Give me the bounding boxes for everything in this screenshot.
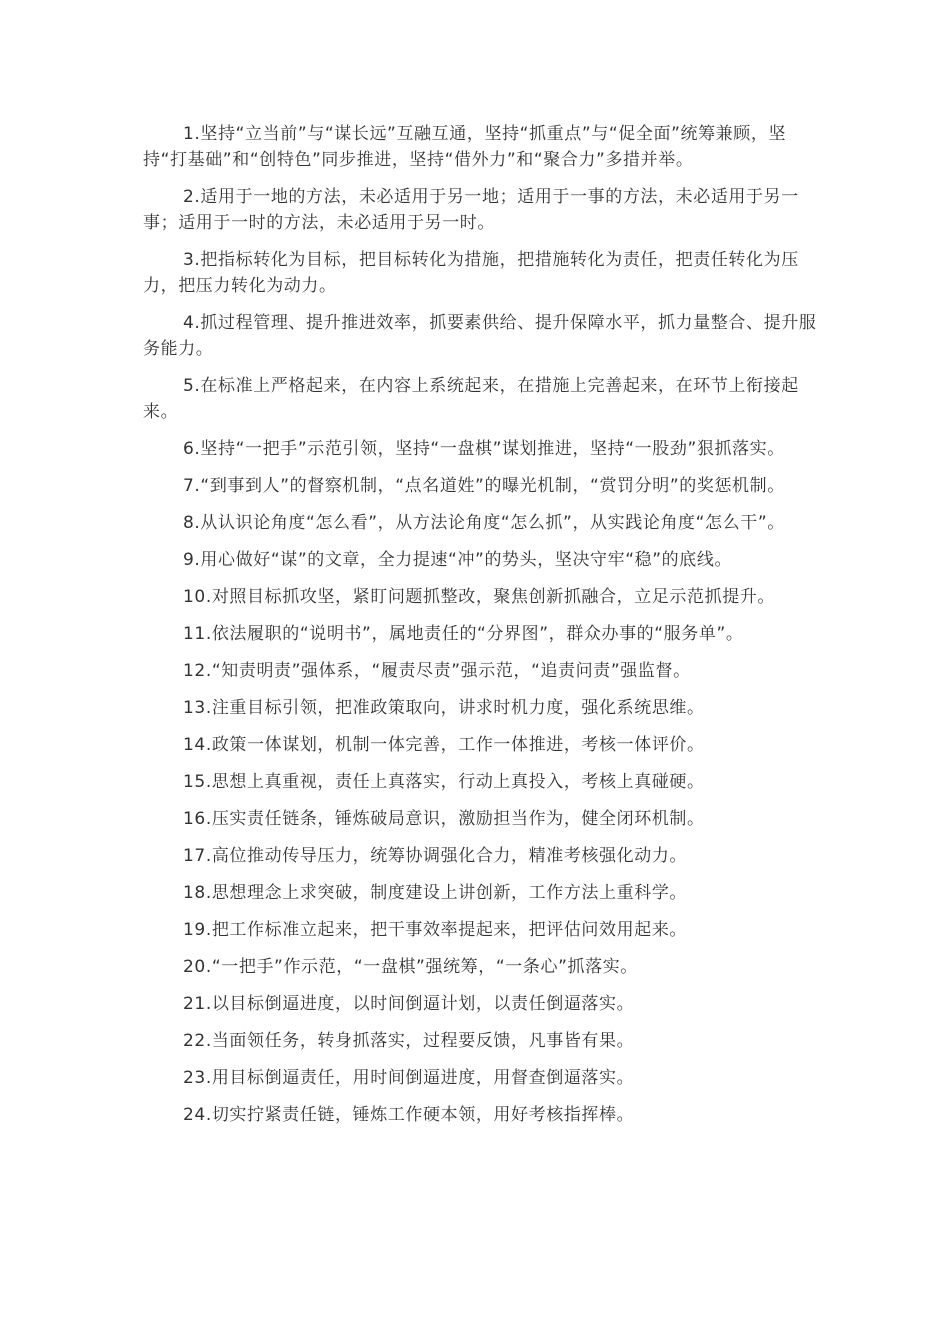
list-item: 10.对照目标抓攻坚，紧盯问题抓整改，聚焦创新抓融合，立足示范抓提升。 xyxy=(183,587,776,607)
list-item: 16.压实责任链条，锤炼破局意识，激励担当作为，健全闭环机制。 xyxy=(183,809,705,829)
list-item: 7.“到事到人”的督察机制，“点名道姓”的曝光机制，“赏罚分明”的奖惩机制。 xyxy=(183,476,785,496)
list-item: 12.“知责明责”强体系，“履责尽责”强示范，“追责问责”强监督。 xyxy=(183,661,691,681)
list-item: 1.坚持“立当前”与“谋长远”互融互通，坚持“抓重点”与“促全面”统筹兼顾，坚持“打基础”和“创特色”同步推进，坚持“借外力”和“聚合力”多措并举。 xyxy=(143,124,787,170)
list-item: 11.依法履职的“说明书”，属地责任的“分界图”，群众办事的“服务单”。 xyxy=(183,624,744,644)
list-item: 8.从认识论角度“怎么看”，从方法论角度“怎么抓”，从实践论角度“怎么干”。 xyxy=(183,513,785,533)
list-item: 21.以目标倒逼进度，以时间倒逼计划，以责任倒逼落实。 xyxy=(183,994,635,1014)
list-item: 2.适用于一地的方法，未必适用于另一地；适用于一事的方法，未必适用于另一事；适用于一时的方法，未必适用于另一时。 xyxy=(143,187,799,233)
list-item: 17.高位推动传导压力，统筹协调强化合力，精准考核强化动力。 xyxy=(183,846,688,866)
list-item: 15.思想上真重视，责任上真落实，行动上真投入，考核上真碰硬。 xyxy=(183,772,705,792)
list-item: 19.把工作标准立起来，把干事效率提起来，把评估问效用起来。 xyxy=(183,920,688,940)
list-item: 24.切实拧紧责任链，锤炼工作硬本领，用好考核指挥棒。 xyxy=(183,1105,635,1125)
document-body xyxy=(143,121,823,1139)
list-item: 23.用目标倒逼责任，用时间倒逼进度，用督查倒逼落实。 xyxy=(183,1068,635,1088)
list-item: 14.政策一体谋划，机制一体完善，工作一体推进，考核一体评价。 xyxy=(183,735,705,755)
list-item: 4.抓过程管理、提升推进效率，抓要素供给、提升保障水平，抓力量整合、提升服务能力。 xyxy=(143,313,817,359)
list-item: 5.在标准上严格起来，在内容上系统起来，在措施上完善起来，在环节上衔接起来。 xyxy=(143,376,799,422)
list-item: 13.注重目标引领，把准政策取向，讲求时机力度，强化系统思维。 xyxy=(183,698,705,718)
list-item: 9.用心做好“谋”的文章，全力提速“冲”的势头，坚决守牢“稳”的底线。 xyxy=(183,550,733,570)
list-item: 20.“一把手”作示范，“一盘棋”强统筹，“一条心”抓落实。 xyxy=(183,957,638,977)
list-item: 3.把指标转化为目标，把目标转化为措施，把措施转化为责任，把责任转化为压力，把压力转化为动力。 xyxy=(143,250,799,296)
list-item: 18.思想理念上求突破，制度建设上讲创新，工作方法上重科学。 xyxy=(183,883,688,903)
list-item: 22.当面领任务，转身抓落实，过程要反馈，凡事皆有果。 xyxy=(183,1031,635,1051)
list-item: 6.坚持“一把手”示范引领，坚持“一盘棋”谋划推进，坚持“一股劲”狠抓落实。 xyxy=(183,439,785,459)
